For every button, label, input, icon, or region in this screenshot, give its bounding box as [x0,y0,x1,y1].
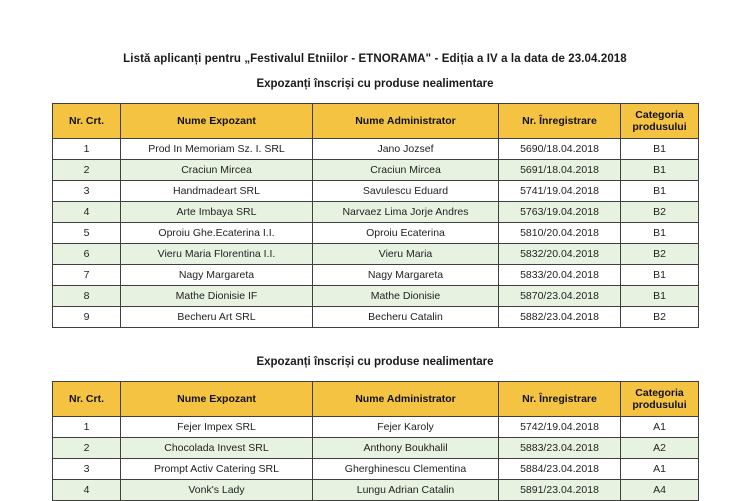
cell-nr-crt: 3 [53,181,121,202]
cell-nume-administrator: Lungu Adrian Catalin [313,480,499,501]
cell-nume-expozant: Vonk's Lady [121,480,313,501]
cell-nr-inregistrare: 5691/18.04.2018 [499,160,621,181]
cell-categoria: B1 [621,223,699,244]
cell-categoria: B2 [621,202,699,223]
cell-categoria: B1 [621,139,699,160]
cell-nume-administrator: Becheru Catalin [313,307,499,328]
cell-categoria: B1 [621,265,699,286]
cell-nr-inregistrare: 5741/19.04.2018 [499,181,621,202]
cell-nume-expozant: Vieru Maria Florentina I.I. [121,244,313,265]
table-row [53,307,699,328]
document-subtitle: Expozanți înscriși cu produse nealimentare [256,78,494,90]
cell-nr-crt: 7 [53,265,121,286]
cell-nr-inregistrare: 5891/23.04.2018 [499,480,621,501]
nonfood-exhibitors-table-2 [52,381,699,501]
cell-categoria: A1 [621,417,699,438]
cell-nr-inregistrare: 5870/23.04.2018 [499,286,621,307]
cell-nr-crt: 5 [53,223,121,244]
cell-nr-crt: 1 [53,139,121,160]
cell-nr-crt: 2 [53,438,121,459]
cell-nume-administrator: Nagy Margareta [313,265,499,286]
table-row [53,181,699,202]
column-header-nume-administrator: Nume Administrator [313,104,499,139]
column-header-categoria-produsului: Categoria produsului [621,382,699,417]
column-header-categoria-produsului: Categoria produsului [621,104,699,139]
cell-nume-expozant: Fejer Impex SRL [121,417,313,438]
table-row [53,265,699,286]
cell-nume-expozant: Chocolada Invest SRL [121,438,313,459]
table-row [53,139,699,160]
cell-nr-crt: 2 [53,160,121,181]
column-header-nume-expozant: Nume Expozant [121,382,313,417]
table-row [53,459,699,480]
cell-nr-inregistrare: 5810/20.04.2018 [499,223,621,244]
table-row [53,417,699,438]
cell-nume-expozant: Becheru Art SRL [121,307,313,328]
column-header-nume-expozant: Nume Expozant [121,104,313,139]
cell-categoria: B2 [621,307,699,328]
cell-nume-expozant: Prompt Activ Catering SRL [121,459,313,480]
cell-nume-expozant: Handmadeart SRL [121,181,313,202]
cell-nr-inregistrare: 5742/19.04.2018 [499,417,621,438]
table-row [53,438,699,459]
nonfood-exhibitors-table-1 [52,103,699,328]
cell-nume-administrator: Gherghinescu Clementina [313,459,499,480]
table-row [53,160,699,181]
cell-categoria: A1 [621,459,699,480]
column-header-nume-administrator: Nume Administrator [313,382,499,417]
cell-nr-inregistrare: 5882/23.04.2018 [499,307,621,328]
cell-nume-administrator: Mathe Dionisie [313,286,499,307]
cell-nr-crt: 3 [53,459,121,480]
cell-nume-expozant: Arte Imbaya SRL [121,202,313,223]
cell-nume-expozant: Craciun Mircea [121,160,313,181]
table-row [53,480,699,501]
cell-nume-administrator: Craciun Mircea [313,160,499,181]
cell-nr-crt: 8 [53,286,121,307]
cell-categoria: B1 [621,181,699,202]
table-header-row [53,104,699,139]
cell-nr-inregistrare: 5763/19.04.2018 [499,202,621,223]
cell-nr-crt: 4 [53,202,121,223]
cell-categoria: A4 [621,480,699,501]
cell-nr-crt: 4 [53,480,121,501]
cell-nume-administrator: Savulescu Eduard [313,181,499,202]
cell-nr-inregistrare: 5690/18.04.2018 [499,139,621,160]
cell-nume-expozant: Prod In Memoriam Sz. I. SRL [121,139,313,160]
cell-categoria: B1 [621,160,699,181]
cell-nume-administrator: Fejer Karoly [313,417,499,438]
cell-categoria: B1 [621,286,699,307]
section-heading-2: Expozanți înscriși cu produse nealimentare [256,356,494,368]
cell-nr-inregistrare: 5833/20.04.2018 [499,265,621,286]
cell-nume-administrator: Narvaez Lima Jorje Andres [313,202,499,223]
table-header-row [53,382,699,417]
cell-nr-inregistrare: 5884/23.04.2018 [499,459,621,480]
table-row [53,286,699,307]
cell-nr-inregistrare: 5883/23.04.2018 [499,438,621,459]
cell-nr-crt: 9 [53,307,121,328]
cell-nume-administrator: Anthony Boukhalil [313,438,499,459]
cell-nr-crt: 1 [53,417,121,438]
column-header-nr-inregistrare: Nr. Înregistrare [499,104,621,139]
cell-nr-inregistrare: 5832/20.04.2018 [499,244,621,265]
table-row [53,244,699,265]
table-row [53,223,699,244]
column-header-nr-crt: Nr. Crt. [53,382,121,417]
cell-nume-expozant: Oproiu Ghe.Ecaterina I.I. [121,223,313,244]
cell-categoria: B2 [621,244,699,265]
cell-nr-crt: 6 [53,244,121,265]
cell-nume-expozant: Nagy Margareta [121,265,313,286]
cell-nume-administrator: Oproiu Ecaterina [313,223,499,244]
cell-nume-administrator: Jano Jozsef [313,139,499,160]
cell-nume-expozant: Mathe Dionisie IF [121,286,313,307]
table-row [53,202,699,223]
cell-categoria: A2 [621,438,699,459]
column-header-nr-inregistrare: Nr. Înregistrare [499,382,621,417]
column-header-nr-crt: Nr. Crt. [53,104,121,139]
page-title: Listă aplicanți pentru „Festivalul Etniilor - ETNORAMA" - Ediția a IV a la data de 23.04.2018 [123,53,627,65]
cell-nume-administrator: Vieru Maria [313,244,499,265]
